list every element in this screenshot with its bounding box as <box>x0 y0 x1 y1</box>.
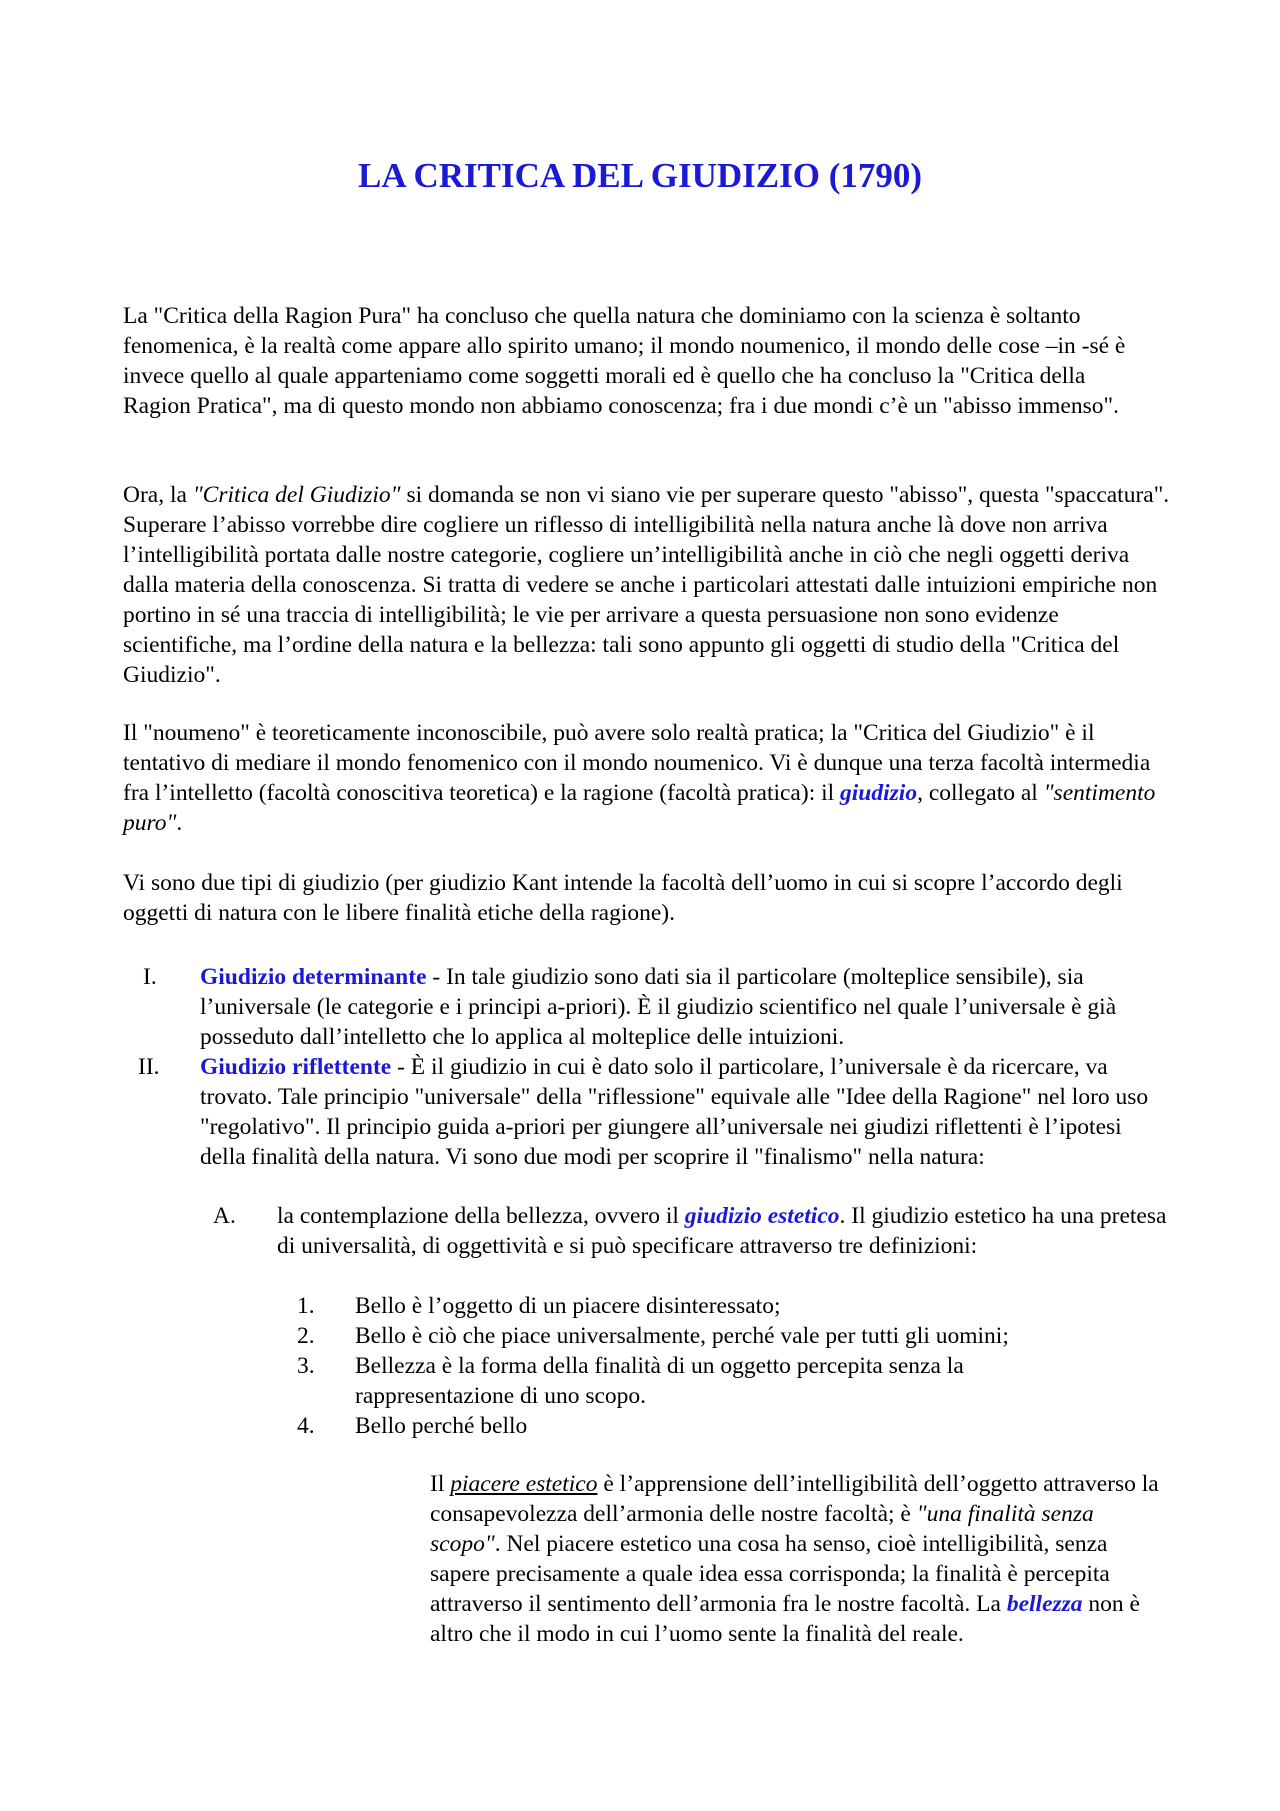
item-body: - È il giudizio in cui è dato solo il particolare, l’universale è da ricercare, va trovato. Tale principio "universale" della "riflessione" equivale alle "Idee della Ragione" nel loro uso "regolativo". Il principio guida a-priori per giungere all’universale nei giudizi riflettenti è l’ipotesi della finalità della natura. Vi sono due modi per scoprire il "finalismo" nella natura: <box>200 1054 1149 1170</box>
item-body: - In tale giudizio sono dati sia il particolare (molteplice sensibile), sia l’universale (le categorie e i principi a-priori). È il giudizio scientifico nel quale l’universale è già posseduto dall’intelletto che lo applica al molteplice delle intuizioni. <box>200 964 1117 1050</box>
paragraph-text: si domanda se non vi siano vie per superare questo "abisso", questa "spaccatura". Superare l’abisso vorrebbe dire cogliere un riflesso di intelligibilità nella natura anche là dove non arriva l’intelligibilità portata dalle nostre categorie, cogliere un’intelligibilità anche in ciò che negli oggetti deriva dalla materia della conoscenza. Si tratta di vedere se anche i particolari attestati dalle intuizioni empiriche non portino in sé una traccia di intelligibilità; le vie per arrivare a questa persuasione non sono evidenze scientifiche, ma l’ordine della natura e la bellezza: tali sono appunto gli oggetti di studio della "Critica del Giudizio". <box>123 482 1170 688</box>
list-marker: I. <box>143 964 157 990</box>
paragraph-noumeno <box>123 718 1168 838</box>
paragraph-text: è l’apprensione dell’intelligibilità dell’oggetto attraverso la consapevolezza dell’armonia delle nostre facoltà; è <box>430 1471 1159 1527</box>
list-marker: A. <box>213 1203 236 1229</box>
definition-text: Bellezza è la forma della finalità di un oggetto percepita senza la rappresentazione di uno scopo. <box>355 1353 964 1409</box>
list-item-text <box>200 1052 1165 1172</box>
paragraph-intro: La "Critica della Ragion Pura" ha concluso che quella natura che dominiamo con la scienza è soltanto fenomenica, è la realtà come appare allo spirito umano; il mondo noumenico, il mondo delle cose –in -sé è invece quello al quale apparteniamo come soggetti morali ed è quello che ha concluso la "Critica della Ragion Pratica", ma di questo mondo non abbiamo conoscenza; fra i due mondi c’è un "abisso immenso". <box>123 303 1126 419</box>
term-giudizio: giudizio <box>840 780 918 806</box>
term-giudizio-determinante: Giudizio determinante <box>200 964 427 990</box>
list-marker: 4. <box>297 1413 315 1439</box>
item-body: . Il giudizio estetico ha una pretesa di universalità, di oggettività e si può specificare attraverso tre definizioni: <box>277 1203 1167 1259</box>
underlined-piacere-estetico: piacere estetico <box>450 1471 598 1497</box>
list-marker: 3. <box>297 1353 315 1379</box>
term-giudizio-estetico: giudizio estetico <box>684 1203 840 1229</box>
list-marker: 1. <box>297 1293 315 1319</box>
italic-title: "Critica del Giudizio" <box>192 482 401 508</box>
list-marker: 2. <box>297 1323 315 1349</box>
paragraph-text: Il <box>430 1471 451 1497</box>
paragraph-critica-giudizio <box>123 480 1173 690</box>
paragraph-text: , collegato al <box>917 780 1044 806</box>
italic-sentimento-puro: "sentimento puro" <box>123 780 1156 836</box>
paragraph-tipi-giudizio: Vi sono due tipi di giudizio (per giudizio Kant intende la facoltà dell’uomo in cui si scopre l’accordo degli oggetti di natura con le libere finalità etiche della ragione). <box>123 870 1123 926</box>
term-bellezza: bellezza <box>1006 1591 1083 1617</box>
paragraph-text: . <box>176 810 183 836</box>
sublist-item-text <box>277 1201 1167 1261</box>
paragraph-text: Ora, la <box>123 482 193 508</box>
italic-finalita: "una finalità senza scopo" <box>430 1501 1094 1557</box>
definition-text: Bello è ciò che piace universalmente, perché vale per tutti gli uomini; <box>355 1323 1009 1349</box>
paragraph-piacere-estetico <box>430 1469 1165 1649</box>
document-title: LA CRITICA DEL GIUDIZIO (1790) <box>358 156 922 195</box>
term-giudizio-riflettente: Giudizio riflettente <box>200 1054 392 1080</box>
list-item-text <box>200 962 1165 1052</box>
paragraph-text: non è altro che il modo in cui l’uomo sente la finalità del reale. <box>430 1591 1140 1647</box>
list-marker: II. <box>138 1054 160 1080</box>
item-body: la contemplazione della bellezza, ovvero il <box>277 1203 685 1229</box>
paragraph-text: Il "noumeno" è teoreticamente inconoscibile, può avere solo realtà pratica; la "Critica del Giudizio" è il tentativo di mediare il mondo fenomenico con il mondo noumenico. Vi è dunque una terza facoltà intermedia fra l’intelletto (facoltà conoscitiva teoretica) e la ragione (facoltà pratica): il <box>123 720 1151 806</box>
paragraph-text: . Nel piacere estetico una cosa ha senso, cioè intelligibilità, senza sapere precisamente a quale idea essa corrisponda; la finalità è percepita attraverso il sentimento dell’armonia fra le nostre facoltà. La <box>430 1531 1110 1617</box>
definition-text: Bello perché bello <box>355 1413 528 1439</box>
definition-text: Bello è l’oggetto di un piacere disinteressato; <box>355 1293 781 1319</box>
